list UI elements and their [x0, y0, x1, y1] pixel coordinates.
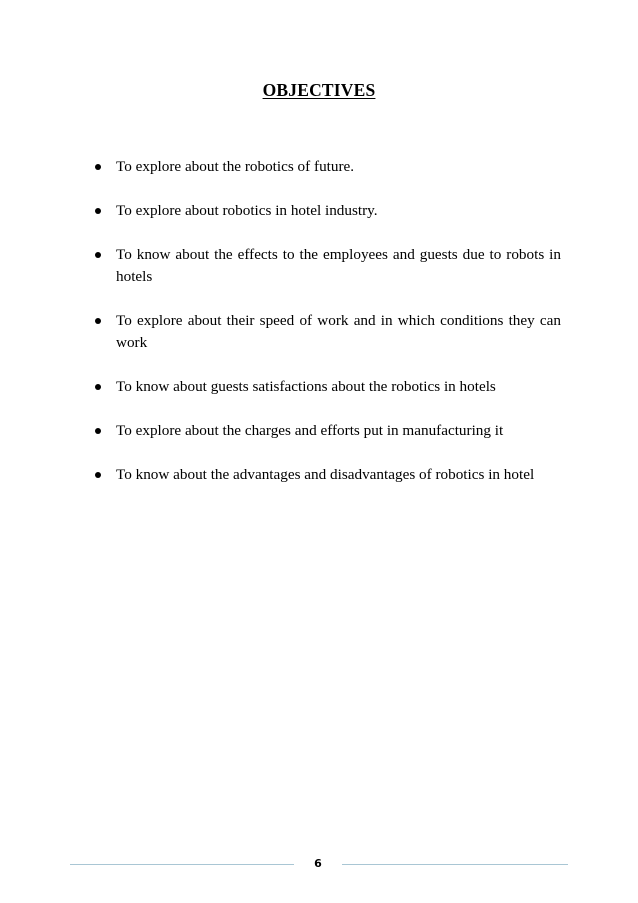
- list-item-text: To explore about the robotics of future.: [116, 158, 355, 175]
- list-item-text: To explore about robotics in hotel industry.: [116, 202, 378, 219]
- footer-divider-left: [70, 864, 294, 865]
- list-item: [94, 376, 561, 398]
- list-item-text: To explore about the charges and efforts put in manufacturing it: [116, 422, 504, 439]
- bullet-icon: [95, 252, 101, 258]
- list-item-text: To know about the effects to the employees and guests due to robots in hotels: [116, 246, 561, 285]
- bullet-icon: [95, 472, 101, 478]
- list-item: [94, 156, 561, 178]
- list-item: [94, 200, 561, 222]
- list-item-text: To explore about their speed of work and in which conditions they can work: [116, 312, 561, 351]
- bullet-icon: [95, 318, 101, 324]
- bullet-icon: [95, 164, 101, 170]
- list-item: [94, 244, 561, 288]
- list-item-text: To know about the advantages and disadvantages of robotics in hotel: [116, 466, 535, 483]
- page-title: OBJECTIVES: [262, 80, 376, 100]
- list-item: [94, 464, 561, 486]
- bullet-icon: [95, 384, 101, 390]
- objectives-list: [94, 156, 561, 508]
- list-item: [94, 420, 561, 442]
- bullet-icon: [95, 208, 101, 214]
- bullet-icon: [95, 428, 101, 434]
- list-item: [94, 310, 561, 354]
- page-number: 6: [314, 857, 322, 870]
- footer-divider-right: [342, 864, 568, 865]
- page-footer: [0, 856, 638, 876]
- list-item-text: To know about guests satisfactions about the robotics in hotels: [116, 378, 496, 395]
